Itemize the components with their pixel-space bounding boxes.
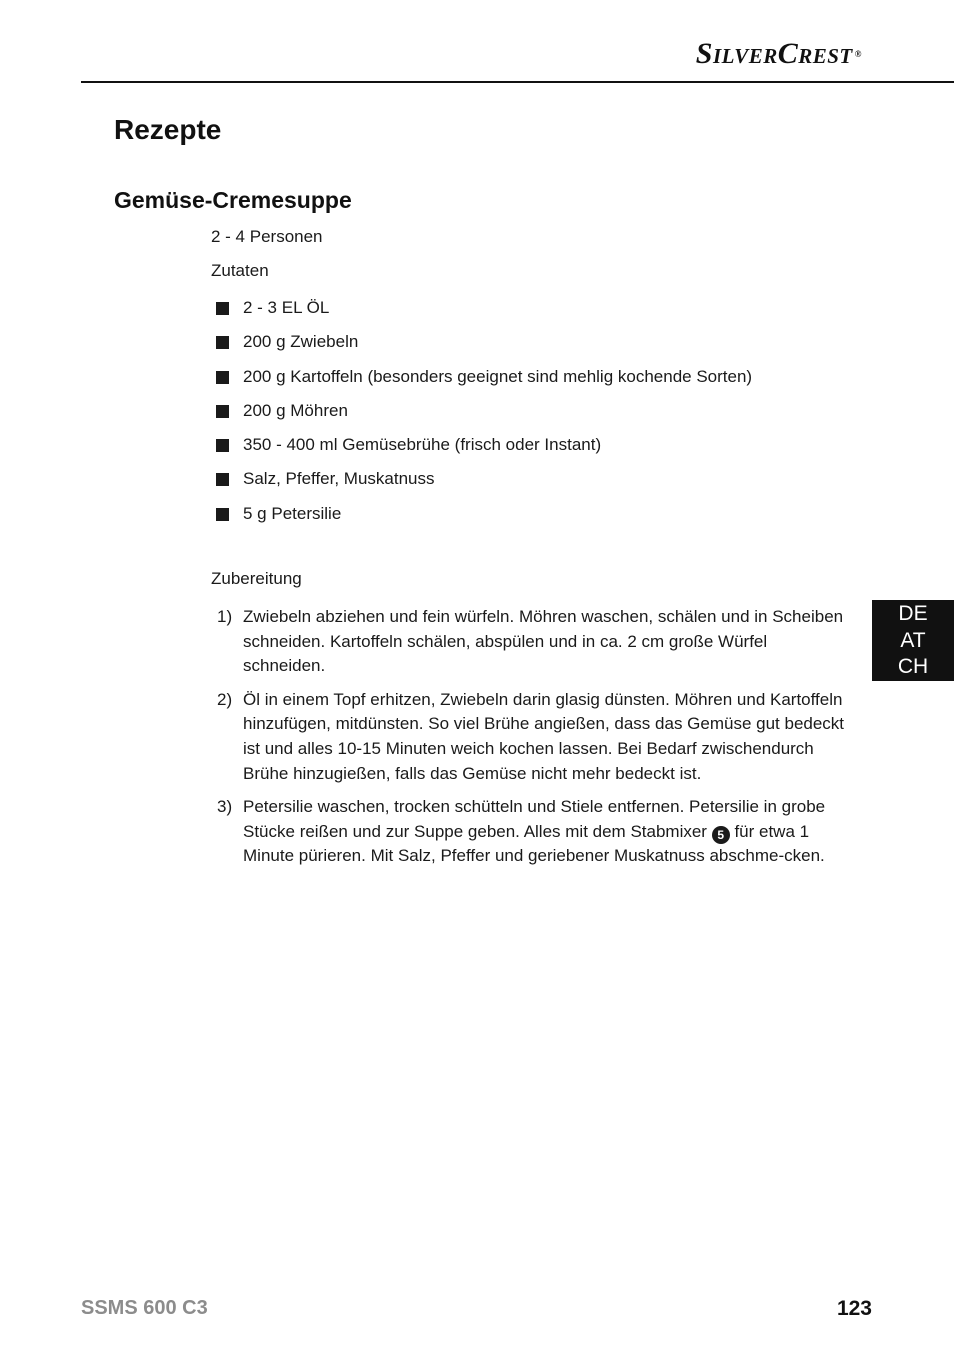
preparation-heading: Zubereitung [211,569,302,588]
ingredient-text: 350 - 400 ml Gemüsebrühe (frisch oder Instant) [243,435,602,455]
language-code: AT [900,628,926,652]
square-bullet-icon [216,405,229,418]
step-number: 2) [217,689,233,709]
step-text: Öl in einem Topf erhitzen, Zwiebeln darin glasig dünsten. Möhren und Kartoffeln hinzufügen, mitdünsten. So viel Brühe angießen, dass das Gemüse gut bedeckt ist und alles 10-15 Minuten weich kochen lassen. Bei Bedarf zwischendurch Brühe hinzugießen, falls das Gemüse nicht mehr bedeckt ist. [243,689,845,783]
ingredients-heading: Zutaten [211,261,269,280]
brand-logo-text: SilverCrest [695,37,853,70]
header-divider [81,81,954,83]
language-code: CH [897,655,929,678]
part-reference-number-icon: 5 [712,826,730,844]
square-bullet-icon [216,439,229,452]
preparation-steps [211,605,851,878]
page-title: Rezepte [114,114,222,145]
step-text: Petersilie waschen, trocken schütteln und Stiele entfernen. Petersilie in grobe Stücke reißen und zur Suppe geben. Alles mit dem Stabmixer [243,797,826,841]
ingredient-text: 200 g Zwiebeln [243,332,359,352]
registered-mark: ® [854,49,862,59]
step-item [211,795,851,869]
ingredient-item [216,367,752,401]
recipe-title: Gemüse-Cremesuppe [114,187,352,213]
ingredient-text: 200 g Kartoffeln (besonders geeignet sind mehlig kochende Sorten) [243,366,753,386]
step-number: 1) [217,607,233,626]
ingredient-item [216,435,752,469]
square-bullet-icon [216,371,229,384]
ingredient-text: 5 g Petersilie [243,503,342,523]
step-text: für etwa 1 Minute pürieren. Mit Salz, Pfeffer und geriebener Muskatnuss abschme-cken. [243,821,825,866]
servings: 2 - 4 Personen [211,227,323,246]
ingredient-item [216,469,752,503]
page-number: 123 [836,1297,872,1320]
ingredient-text: 200 g Möhren [243,400,348,420]
ingredient-item [216,504,752,538]
footer-model-number: SSMS 600 C3 [81,1297,208,1319]
square-bullet-icon [216,473,229,486]
square-bullet-icon [216,508,229,521]
step-item [211,688,851,786]
ingredient-item [216,332,752,366]
language-tab [872,600,954,681]
square-bullet-icon [216,336,229,349]
ingredient-text: Salz, Pfeffer, Muskatnuss [243,469,435,489]
ingredient-item [216,401,752,435]
ingredient-text: 2 - 3 EL ÖL [243,298,330,317]
ingredients-list [216,298,752,538]
ingredient-item [216,298,752,332]
step-text: Zwiebeln abziehen und fein würfeln. Möhren waschen, schälen und in Scheiben schneiden. Kartoffeln schälen, abspülen und in ca. 2 cm große Würfel schneiden. [243,607,844,676]
step-number: 3) [217,797,233,817]
step-item [211,605,851,679]
square-bullet-icon [216,302,229,315]
brand-logo [696,36,862,72]
language-code: DE [898,602,928,625]
